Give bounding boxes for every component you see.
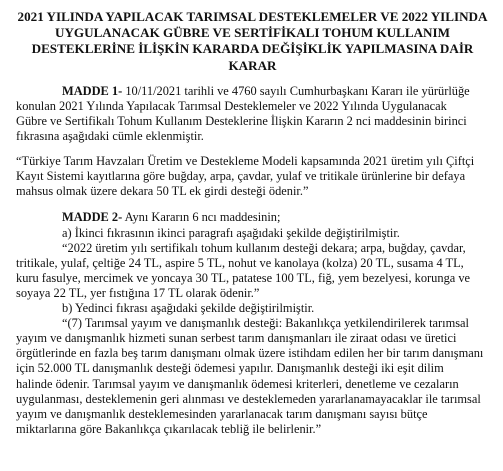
madde-2-body-a — [16, 256, 489, 301]
madde-2-line: kuru fasulye, mercimek ve yoncaya 30 TL, patatese 100 TL, fiğ, yem bezelyesi, korunga ve — [16, 270, 471, 285]
madde-2-paragraph — [16, 210, 489, 255]
title-line: KARAR — [228, 57, 277, 73]
madde-1-label: MADDE 1- — [62, 83, 123, 98]
madde-2-body-b — [16, 301, 489, 331]
madde-2-line: için 52.000 TL danışmanlık desteği ödemesi yapılır. Danışmanlık desteği iki eşit dilim — [16, 361, 444, 376]
madde-2-line: a) İkinci fıkrasının ikinci paragrafı aşağıdaki şekilde değiştirilmiştir. — [62, 225, 400, 240]
madde-2-line: yayım ve danışmanlık desteklemesinden yararlanacak tarım danışmanı sayısı bütçe — [16, 406, 428, 421]
madde-1-line: 10/11/2021 tarihli ve 4760 sayılı Cumhurbaşkanı Kararı ile yürürlüğe — [122, 83, 470, 98]
madde-2-intro: Aynı Kararın 6 ncı maddesinin; — [122, 210, 281, 225]
madde-2-line: soyaya 22 TL, yer fıstığına 17 TL olarak ödenir.” — [16, 285, 260, 300]
madde-1-paragraph — [16, 84, 489, 99]
madde-1-body — [16, 99, 489, 144]
madde-2-label: MADDE 2- — [62, 210, 123, 225]
madde-1-line: konulan 2021 Yılında Yapılacak Tarımsal Desteklemeler ve 2022 Yılında Uygulanacak — [16, 98, 447, 113]
madde-2-body-c — [16, 331, 489, 437]
madde-2-line: tritikale, yulaf, çeltiğe 24 TL, aspire 5 TL, nohut ve kanolaya (kolza) 20 TL, susama 4 TL, — [16, 255, 464, 270]
madde-1-line: Gübre ve Sertifikalı Tohum Kullanım Desteklerine İlişkin Kararın 2 nci maddesinin birinci — [16, 114, 467, 128]
madde-2-line: miktarlarına göre Bakanlıkça çıkarılacak tebliğ ile belirlenir.” — [16, 421, 322, 436]
madde-2-line: uygulanması, desteklemenin geri alınması ve desteklemeden yararlanamayacaklar ile tarımsal — [16, 391, 481, 406]
document-title — [16, 9, 489, 74]
title-line: DESTEKLERİNE İLİŞKİN KARARDA DEĞİŞİKLİK YAPILMASINA DAİR — [31, 41, 474, 57]
madde-2-line: “2022 üretim yılı sertifikalı tohum kullanım desteği dekara; arpa, buğday, çavdar, — [62, 240, 466, 255]
title-line: UYGULANACAK GÜBRE VE SERTİFİKALI TOHUM KULLANIM — [55, 25, 450, 41]
quote-1-line: Kayıt Sistemi kayıtlarına göre buğday, arpa, çavdar, yulaf ve tritikale ürünlerine bir defaya — [16, 169, 466, 184]
madde-1-line: fıkrasına aşağıdaki cümle eklenmiştir. — [16, 129, 204, 144]
quote-1 — [16, 154, 489, 199]
madde-2-line: yayım ve danışmanlık hizmeti sunan serbest tarım danışmanları ile ziraat odası ve üretici — [16, 331, 457, 346]
madde-2-line: “(7) Tarımsal yayım ve danışmanlık desteği: Bakanlıkça yetkilendirilerek tarımsal — [62, 316, 469, 331]
quote-1-line: mahsus olmak üzere dekara 50 TL ek girdi desteği ödenir.” — [16, 184, 309, 199]
quote-1-line: “Türkiye Tarım Havzaları Üretim ve Destekleme Modeli kapsamında 2021 üretim yılı Çiftçi — [16, 154, 475, 169]
madde-2-line: halinde ödenir. Tarımsal yayım ve danışmanlık ödemesi kriterleri, denetleme ve cezaların — [16, 376, 459, 391]
title-line: 2021 YILINDA YAPILACAK TARIMSAL DESTEKLEMELER VE 2022 YILINDA — [17, 9, 488, 24]
madde-2-line: örgütlerinde en fazla beş tarım danışmanı olmak üzere istihdam edilen her bir tarım danışmanı — [16, 346, 484, 361]
madde-2-line: b) Yedinci fıkrası aşağıdaki şekilde değiştirilmiştir. — [62, 301, 315, 316]
